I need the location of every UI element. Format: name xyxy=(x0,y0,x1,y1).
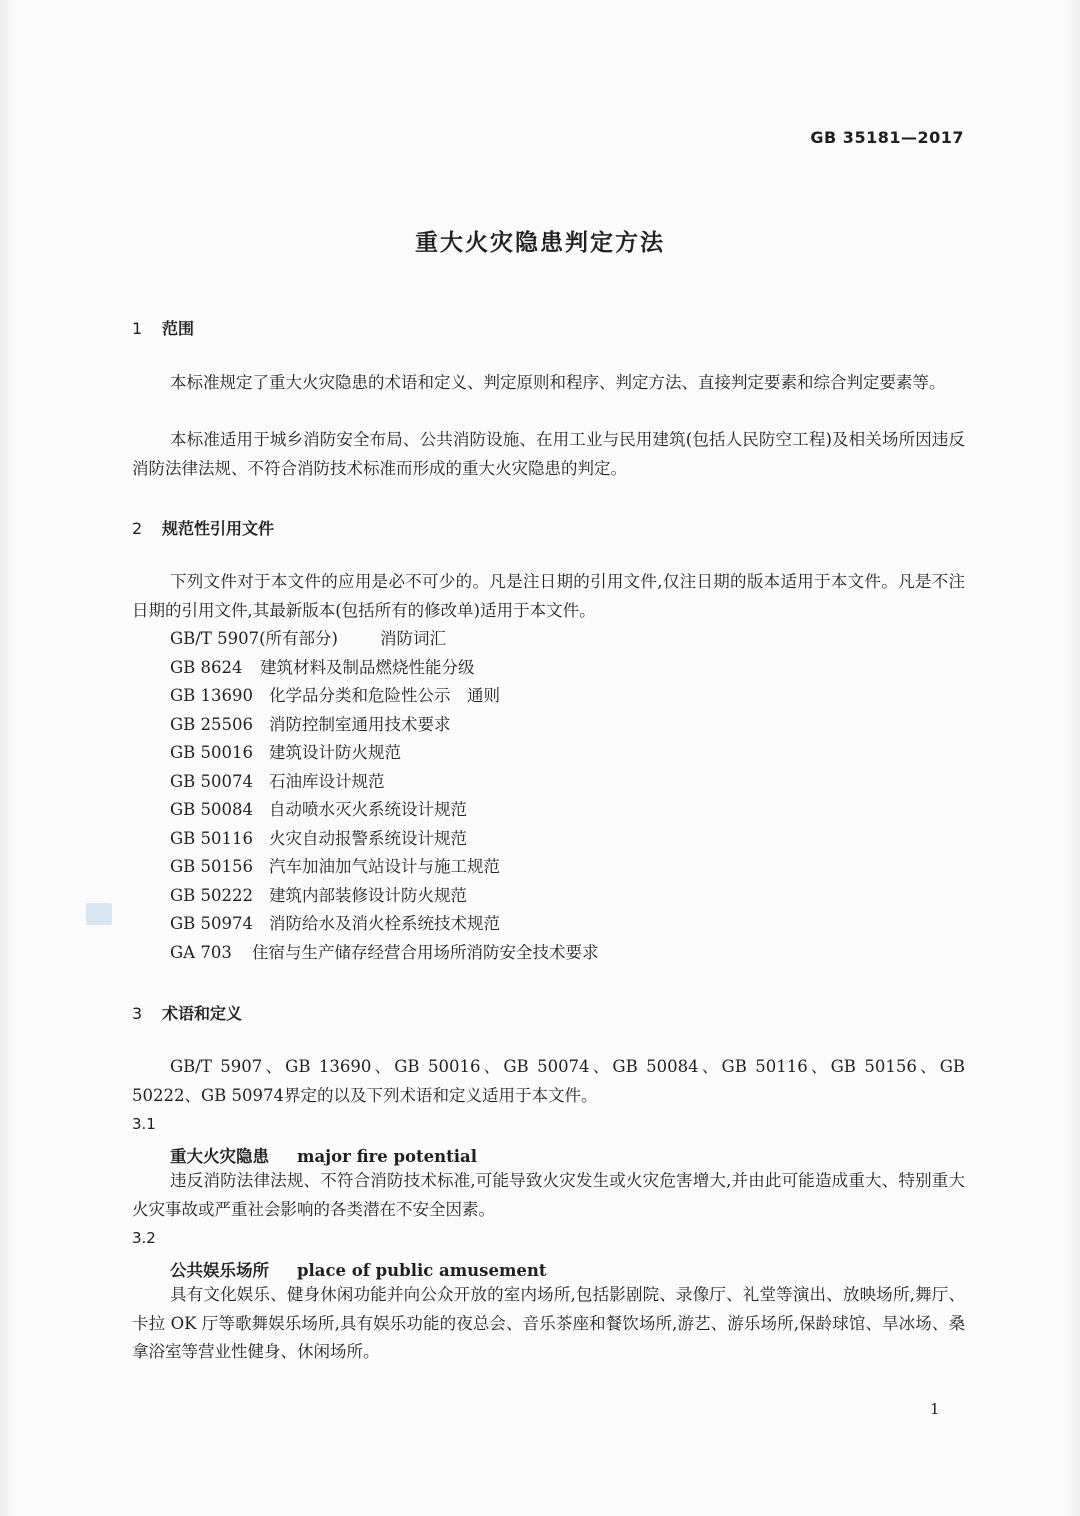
section-number: 3 xyxy=(132,1004,143,1023)
reference-code: GB/T 5907(所有部分) xyxy=(170,629,338,648)
reference-name: 自动喷水灭火系统设计规范 xyxy=(269,800,467,819)
term-number: 3.2 xyxy=(132,1229,156,1247)
reference-code: GB 50222 xyxy=(170,885,254,905)
normative-reference-list xyxy=(170,625,599,967)
reference-name: 消防词汇 xyxy=(380,629,446,648)
reference-name: 建筑内部装修设计防火规范 xyxy=(269,885,467,905)
section-1-paragraph-2: 本标准适用于城乡消防安全布局、公共消防设施、在用工业与民用建筑(包括人民防空工程)及相关场所因违反消防法律法规、不符合消防技术标准而形成的重大火灾隐患的判定。 xyxy=(132,430,965,478)
section-2-heading xyxy=(132,516,274,539)
reference-code: GA 703 xyxy=(170,942,232,962)
term-chinese: 公共娱乐场所 xyxy=(170,1261,269,1280)
reference-item xyxy=(170,711,599,740)
reference-code: GB 50084 xyxy=(170,800,254,819)
standard-code: GB 35181—2017 xyxy=(810,128,964,147)
section-1-paragraph-1: 本标准规定了重大火灾隐患的术语和定义、判定原则和程序、判定方法、直接判定要素和综合判定要素等。 xyxy=(170,373,946,392)
reference-code: GB 50156 xyxy=(170,857,254,876)
reference-name: 建筑设计防火规范 xyxy=(269,743,401,762)
reference-code: GB 25506 xyxy=(170,714,254,734)
term-definition: 违反消防法律法规、不符合消防技术标准,可能导致火灾发生或火灾危害增大,并由此可能造成重大、特别重大火灾事故或严重社会影响的各类潜在不安全因素。 xyxy=(132,1171,965,1219)
reference-name: 建筑材料及制品燃烧性能分级 xyxy=(260,657,475,677)
reference-item xyxy=(170,796,599,825)
term-english: major fire potential xyxy=(297,1147,478,1166)
section-title: 范围 xyxy=(162,319,195,338)
section-number: 1 xyxy=(132,319,143,338)
reference-name: 汽车加油加气站设计与施工规范 xyxy=(269,857,500,876)
reference-name: 消防给水及消火栓系统技术规范 xyxy=(269,914,500,933)
section-2-intro: 下列文件对于本文件的应用是必不可少的。凡是注日期的引用文件,仅注日期的版本适用于本文件。凡是不注日期的引用文件,其最新版本(包括所有的修改单)适用于本文件。 xyxy=(132,572,965,620)
section-1-heading xyxy=(132,316,194,339)
reference-code: GB 50074 xyxy=(170,771,254,791)
term-heading xyxy=(170,1143,477,1167)
reference-name: 消防控制室通用技术要求 xyxy=(269,714,451,734)
section-number: 2 xyxy=(132,519,143,538)
reference-item xyxy=(170,910,599,939)
reference-item xyxy=(170,682,599,711)
section-title: 规范性引用文件 xyxy=(162,519,275,538)
term-number: 3.1 xyxy=(132,1115,156,1133)
scan-edge-mark xyxy=(86,903,112,925)
reference-code: GB 8624 xyxy=(170,657,243,677)
section-title: 术语和定义 xyxy=(162,1004,243,1023)
reference-item xyxy=(170,853,599,882)
reference-item xyxy=(170,739,599,768)
reference-item xyxy=(170,825,599,854)
section-3-intro: GB/T 5907、GB 13690、GB 50016、GB 50074、GB 50084、GB 50116、GB 50156、GB 50222、GB 50974界定的以及下列术语和定义适用于本文件。 xyxy=(132,1057,965,1105)
reference-code: GB 13690 xyxy=(170,686,254,705)
section-3-heading xyxy=(132,1001,242,1024)
reference-item xyxy=(170,939,599,968)
reference-item xyxy=(170,768,599,797)
term-chinese: 重大火灾隐患 xyxy=(170,1147,269,1166)
reference-name: 石油库设计规范 xyxy=(269,771,385,791)
reference-item xyxy=(170,625,599,654)
reference-code: GB 50016 xyxy=(170,743,254,762)
term-heading xyxy=(170,1257,547,1281)
reference-name: 住宿与生产储存经营合用场所消防安全技术要求 xyxy=(252,942,599,962)
reference-name: 火灾自动报警系统设计规范 xyxy=(269,828,467,848)
reference-code: GB 50116 xyxy=(170,828,254,848)
reference-item xyxy=(170,654,599,683)
page-number: 1 xyxy=(930,1400,940,1418)
term-definition: 具有文化娱乐、健身休闲功能并向公众开放的室内场所,包括影剧院、录像厅、礼堂等演出、放映场所,舞厅、卡拉 OK 厅等歌舞娱乐场所,具有娱乐功能的夜总会、音乐茶座和餐饮场所,游艺、游乐场所,保龄球馆、旱冰场、桑拿浴室等营业性健身、休闲场所。 xyxy=(132,1285,965,1361)
reference-code: GB 50974 xyxy=(170,914,254,933)
reference-item xyxy=(170,882,599,911)
document-title: 重大火灾隐患判定方法 xyxy=(415,230,665,256)
reference-name: 化学品分类和危险性公示 通则 xyxy=(269,686,500,705)
term-english: place of public amusement xyxy=(297,1261,547,1280)
